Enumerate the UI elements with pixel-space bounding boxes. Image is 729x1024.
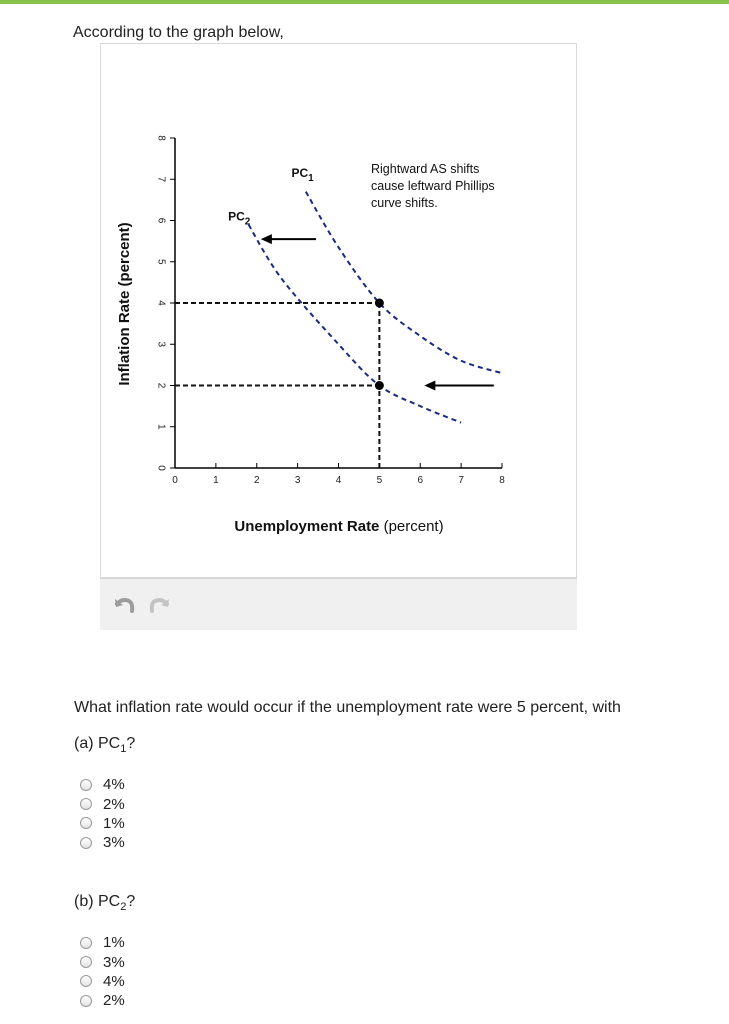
part-b-options [80, 933, 125, 1011]
y-tick-label: 1 [155, 423, 167, 430]
x-tick-label: 7 [458, 475, 464, 486]
curve-pc2 [249, 225, 462, 423]
undo-button[interactable] [114, 595, 136, 615]
x-tick-label: 0 [172, 475, 178, 486]
x-tick-label: 8 [499, 475, 505, 486]
point-pc2-at-5 [375, 381, 384, 390]
y-tick-label: 2 [155, 382, 167, 389]
y-tick-label: 3 [155, 341, 167, 348]
phillips-curve-chart [101, 44, 578, 579]
radio-button[interactable] [80, 975, 92, 987]
y-tick-label: 4 [155, 300, 167, 306]
part-a-option-3[interactable]: 1% [80, 814, 125, 833]
y-tick-label: 5 [155, 258, 167, 265]
redo-icon [148, 595, 170, 615]
x-tick-label: 6 [417, 475, 424, 486]
question-text: What inflation rate would occur if the unemployment rate were 5 percent, with [74, 699, 621, 716]
y-tick-label: 7 [155, 176, 167, 183]
redo-button[interactable] [148, 595, 170, 615]
radio-button[interactable] [80, 937, 92, 949]
part-b-option-1[interactable]: 1% [80, 933, 125, 952]
part-b-option-3[interactable]: 4% [80, 972, 125, 991]
part-a-option-2[interactable]: 2% [80, 794, 125, 813]
part-b-label: (b) $PC_2$? [74, 893, 136, 914]
radio-button[interactable] [80, 995, 92, 1007]
annotation-line: curve shifts. [371, 196, 438, 210]
radio-button[interactable] [80, 956, 92, 968]
graph-panel [100, 43, 577, 578]
curve-label-pc1: $PC_1$ [291, 166, 314, 185]
radio-button[interactable] [80, 817, 92, 829]
undo-icon [114, 595, 136, 615]
part-a-label: (a) $PC_1$? [74, 735, 136, 756]
top-accent-bar [0, 0, 729, 4]
part-a-option-1[interactable]: 4% [80, 775, 125, 794]
curve-label-pc2: $PC_2$ [228, 209, 251, 228]
x-tick-label: 3 [294, 475, 301, 486]
x-tick-label: 4 [335, 475, 342, 486]
y-tick-label: 6 [155, 217, 167, 224]
y-tick-label: 0 [155, 465, 167, 471]
part-a-options [80, 775, 125, 853]
graph-toolbar [100, 578, 577, 630]
part-b-option-2[interactable]: 3% [80, 952, 125, 971]
curve-pc1 [306, 192, 502, 374]
x-tick-label: 1 [213, 475, 219, 486]
part-b-option-4[interactable]: 2% [80, 991, 125, 1010]
radio-button[interactable] [80, 798, 92, 810]
radio-button[interactable] [80, 837, 92, 849]
y-axis-label: Inflation Rate (percent) [116, 222, 133, 386]
shift-arrow-lower-head [424, 381, 435, 391]
x-tick-label: 2 [253, 475, 260, 486]
intro-text: According to the graph below, [73, 24, 284, 41]
part-a-option-4[interactable]: 3% [80, 833, 125, 852]
shift-arrow-upper-head [261, 234, 272, 244]
radio-button[interactable] [80, 779, 92, 791]
annotation-line: Rightward AS shifts [371, 162, 480, 176]
point-pc1-at-5 [375, 299, 384, 308]
annotation-line: cause leftward Phillips [371, 179, 495, 193]
x-tick-label: 5 [376, 475, 383, 486]
x-axis-label: Unemployment Rate (percent) [234, 518, 444, 535]
y-tick-label: 8 [155, 135, 167, 141]
